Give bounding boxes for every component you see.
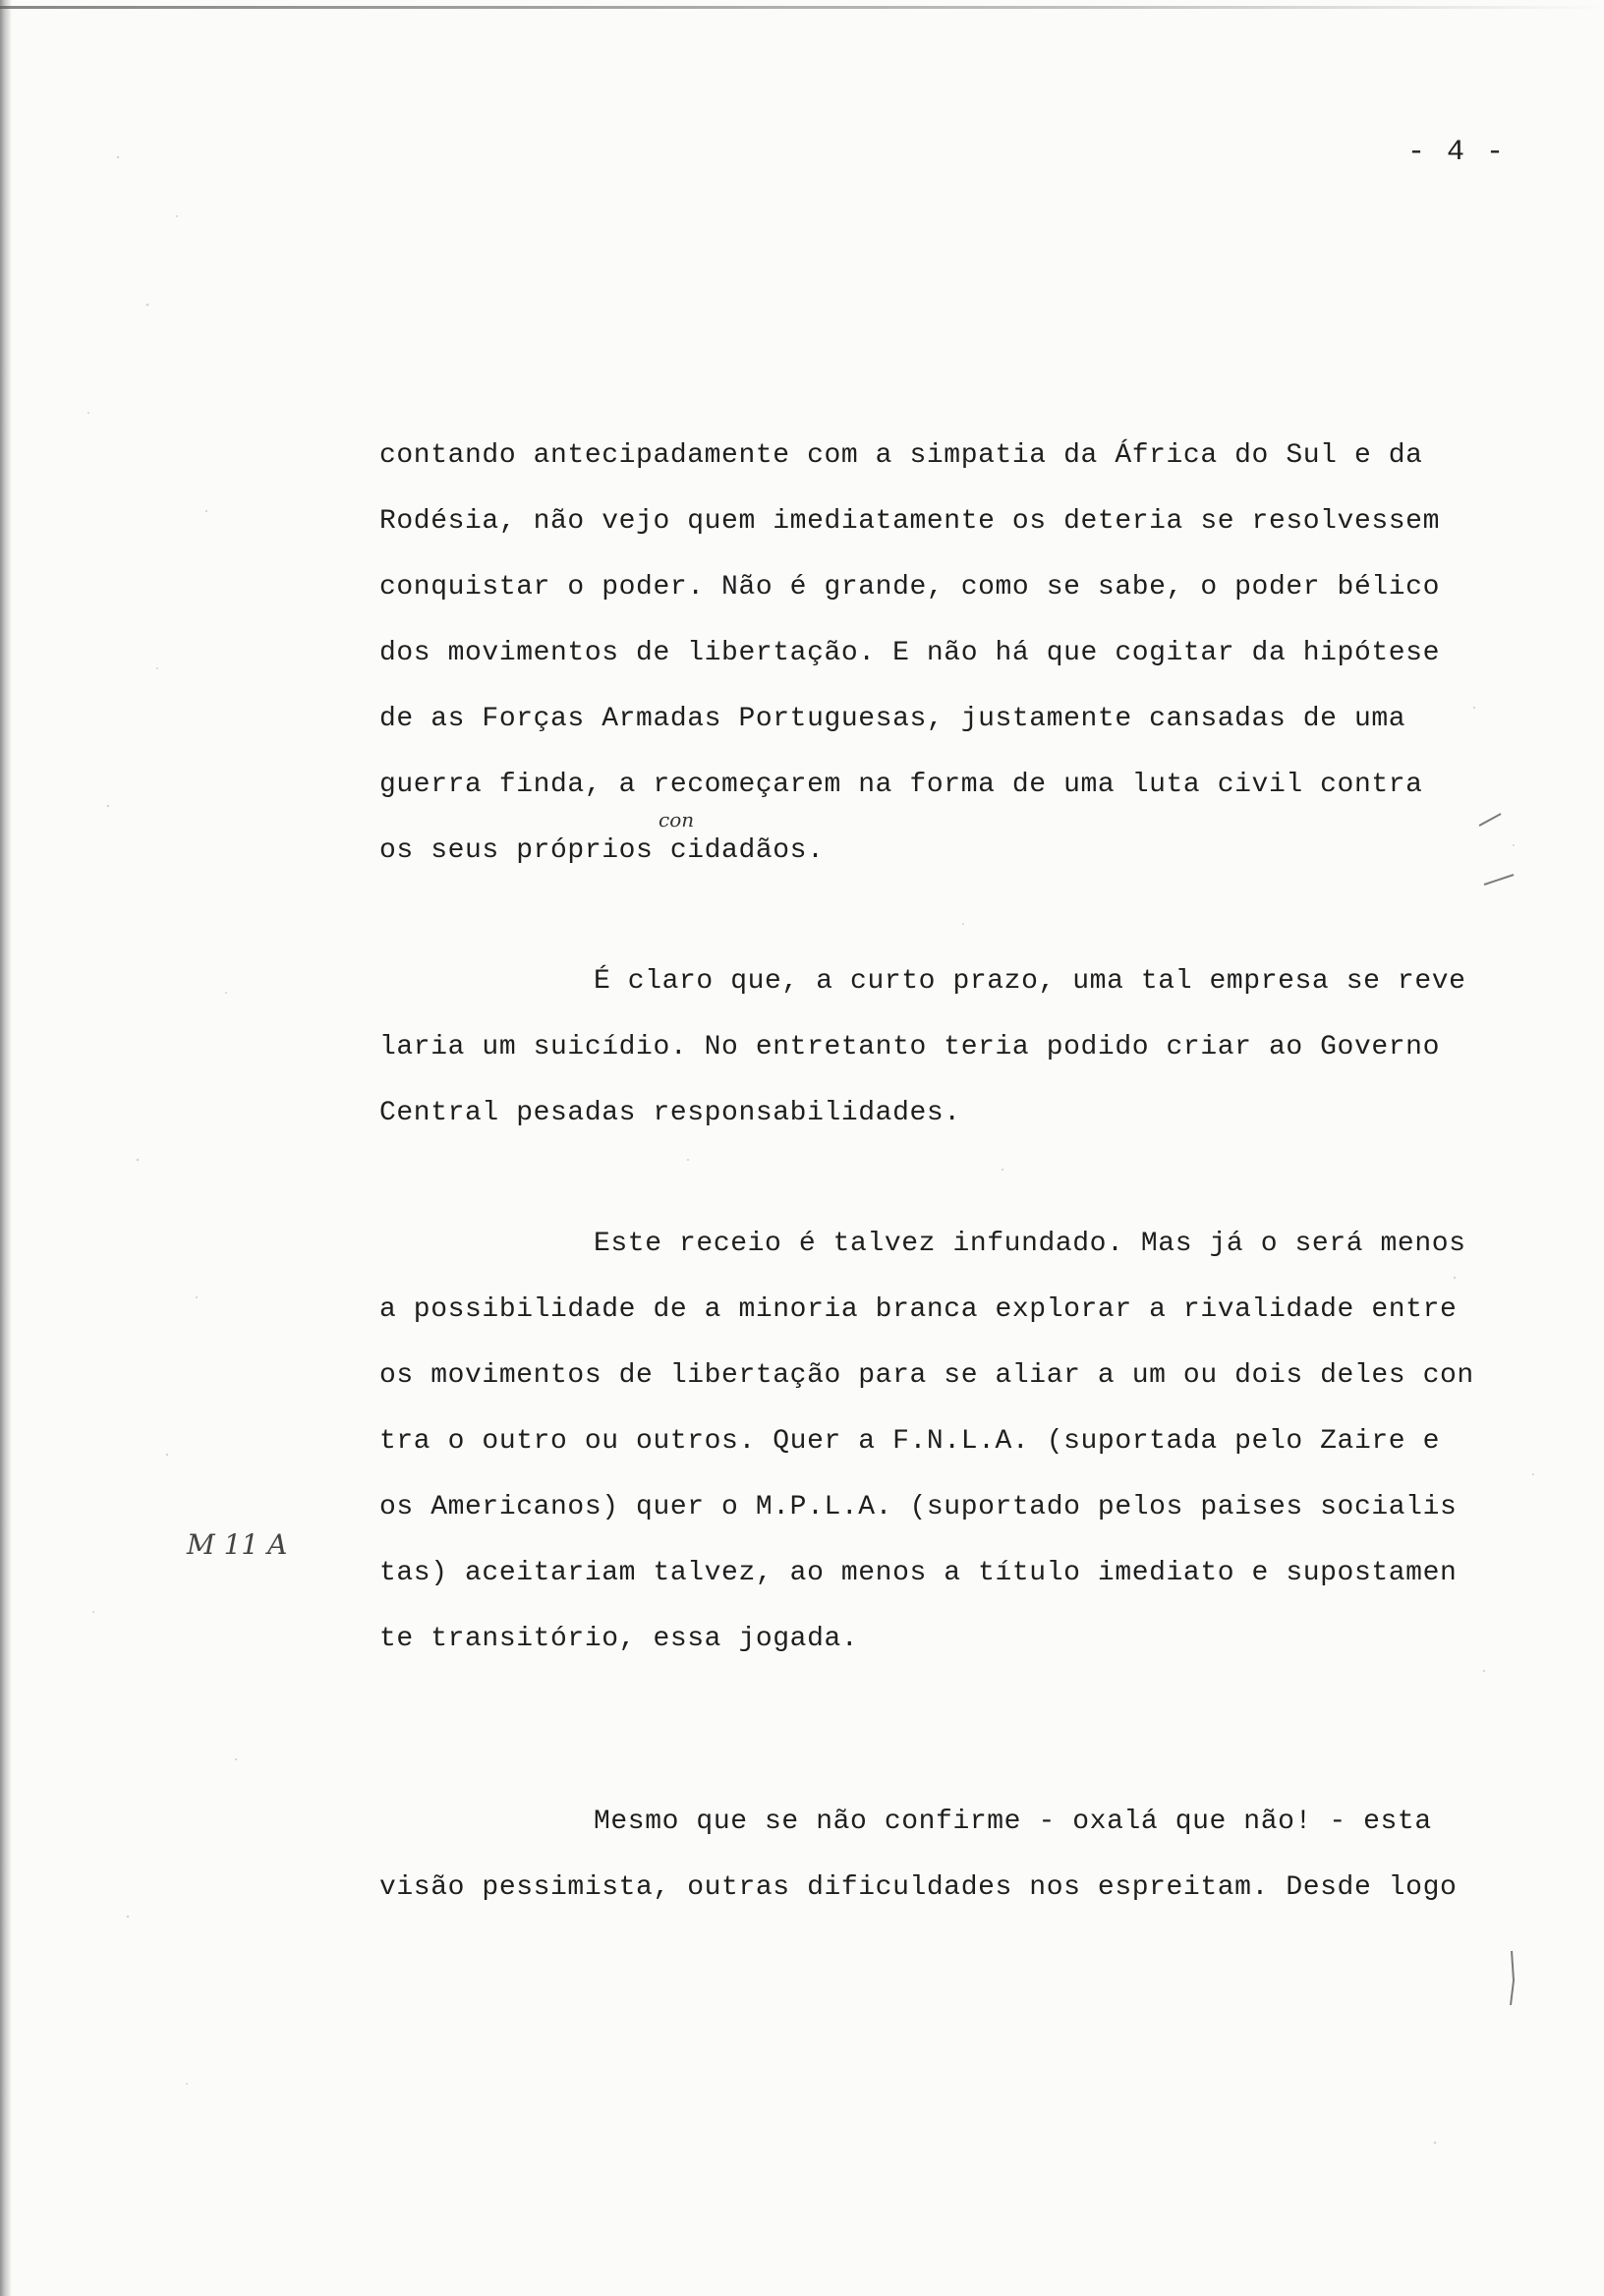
text-line: Central pesadas responsabilidades. bbox=[379, 1098, 961, 1128]
text-line: os seus próprios cidadãos. bbox=[379, 835, 825, 866]
handwritten-insertion: con bbox=[659, 808, 695, 832]
text-line: dos movimentos de libertação. E não há que cogitar da hipótese bbox=[379, 638, 1440, 668]
text-line: tra o outro ou outros. Quer a F.N.L.A. (suportada pelo Zaire e bbox=[379, 1426, 1440, 1457]
text-line: contando antecipadamente com a simpatia da África do Sul e da bbox=[379, 440, 1423, 471]
text-line: Rodésia, não vejo quem imediatamente os deteria se resolvessem bbox=[379, 506, 1440, 537]
page-number: - 4 - bbox=[1407, 136, 1507, 169]
text-line: conquistar o poder. Não é grande, como se sabe, o poder bélico bbox=[379, 572, 1440, 603]
text-line: laria um suicídio. No entretanto teria podido criar ao Governo bbox=[379, 1032, 1440, 1062]
paragraph-3 bbox=[379, 1211, 1519, 1672]
text-line: tas) aceitariam talvez, ao menos a título imediato e supostamen bbox=[379, 1558, 1458, 1588]
paragraph-2 bbox=[379, 948, 1519, 1146]
paragraph-1 bbox=[379, 423, 1519, 884]
text-line: de as Forças Armadas Portuguesas, justamente cansadas de uma bbox=[379, 704, 1406, 734]
text-line: visão pessimista, outras dificuldades nos espreitam. Desde logo bbox=[379, 1872, 1458, 1903]
text-line: os Americanos) quer o M.P.L.A. (suportado pelos paises socialis bbox=[379, 1492, 1458, 1522]
text-line: a possibilidade de a minoria branca explorar a rivalidade entre bbox=[379, 1294, 1458, 1325]
text-line: te transitório, essa jogada. bbox=[379, 1624, 859, 1654]
text-line: os movimentos de libertação para se aliar a um ou dois deles con bbox=[379, 1360, 1474, 1391]
text-line: Mesmo que se não confirme - oxalá que não! - esta bbox=[594, 1807, 1432, 1837]
text-line: É claro que, a curto prazo, uma tal empresa se reve bbox=[594, 966, 1466, 997]
margin-annotation: M 11 A bbox=[187, 1528, 288, 1561]
text-line: guerra finda, a recomeçarem na forma de uma luta civil contra bbox=[379, 770, 1423, 800]
text-line: Este receio é talvez infundado. Mas já o será menos bbox=[594, 1229, 1466, 1259]
paragraph-4 bbox=[379, 1789, 1519, 1921]
